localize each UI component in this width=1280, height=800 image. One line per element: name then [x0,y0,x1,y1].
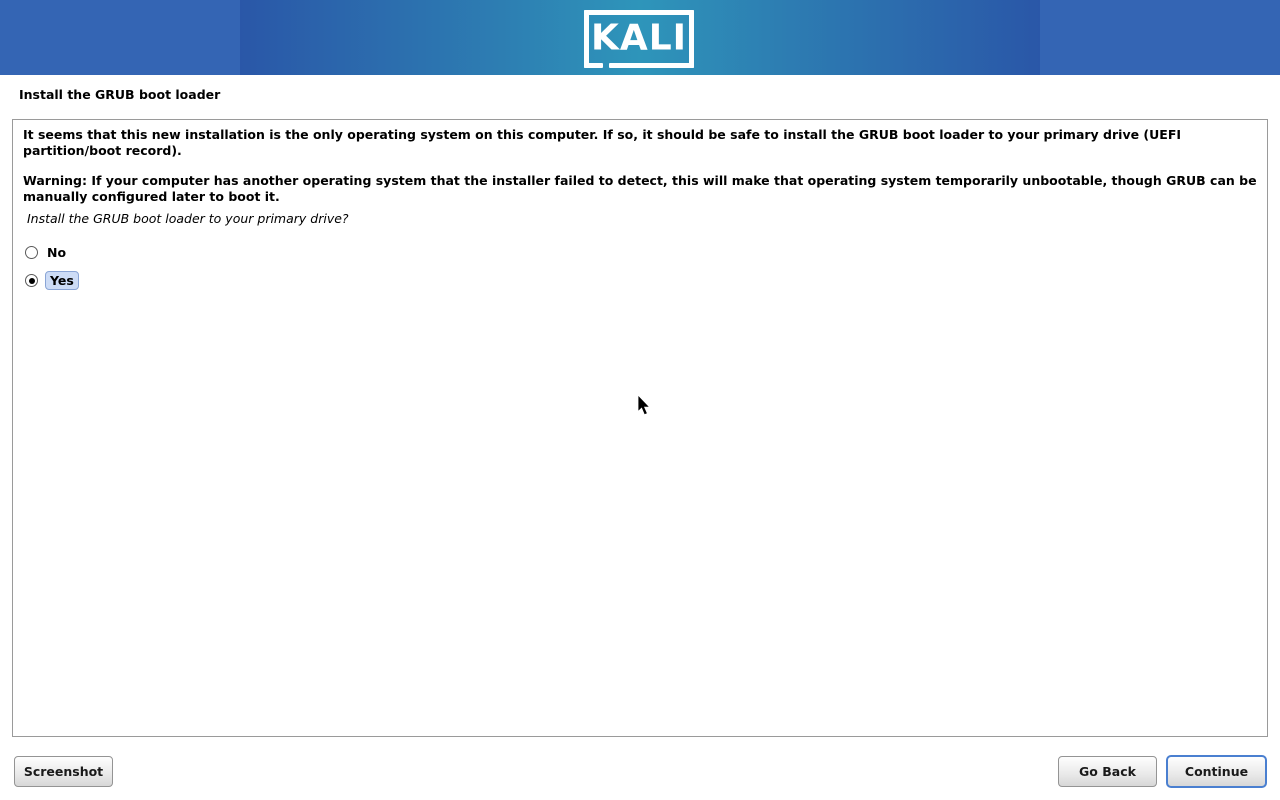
warning-paragraph: Warning: If your computer has another operating system that the installer failed to detect, this will make that operating system temporarily unbootable, though GRUB can be manually configured later to boot it. [23,173,1257,204]
kali-logo-text: KALI [590,17,688,59]
grub-install-radio-group [23,239,1257,295]
question-text: Install the GRUB boot loader to your primary drive? [27,211,349,226]
content-box [12,119,1268,737]
radio-button-no[interactable] [25,246,38,259]
radio-option-yes[interactable] [23,267,1257,295]
radio-button-yes[interactable] [25,274,38,287]
logo-frame-top [584,10,694,15]
logo-frame-bottom [609,63,694,68]
kali-logo-icon [584,10,694,68]
header-banner [0,0,1280,75]
continue-button[interactable]: Continue [1166,755,1267,788]
logo-frame-bottom-stub [584,63,603,68]
radio-label-yes[interactable]: Yes [45,271,79,290]
banner-gradient [240,0,1040,75]
info-paragraph: It seems that this new installation is the only operating system on this computer. If so, it should be safe to install the GRUB boot loader to your primary drive (UEFI partition/boot record). [23,127,1182,158]
radio-label-no[interactable]: No [47,245,67,260]
screenshot-button[interactable]: Screenshot [14,756,113,787]
go-back-button[interactable]: Go Back [1058,756,1157,787]
radio-option-no[interactable] [23,239,1257,267]
page-title: Install the GRUB boot loader [19,87,221,102]
